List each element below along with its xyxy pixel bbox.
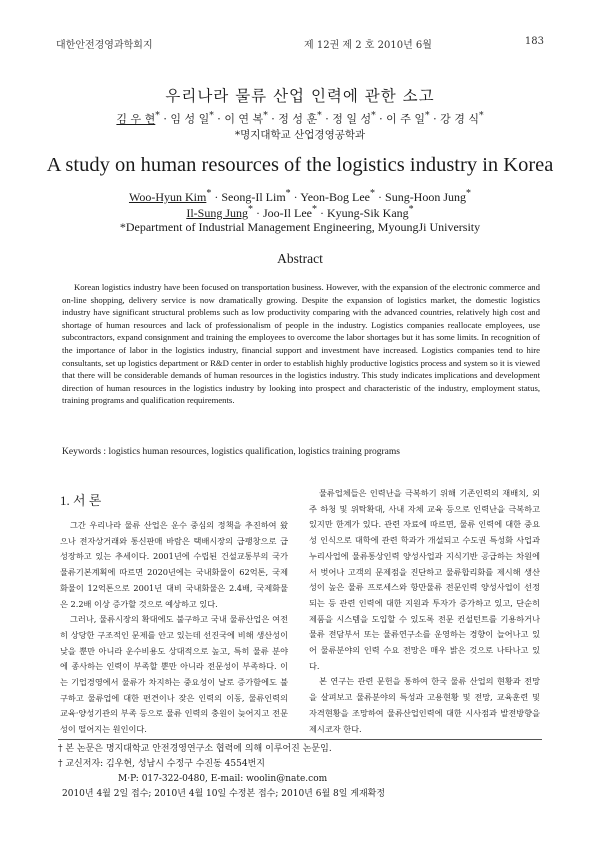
author-separator: · [253, 206, 263, 220]
body-column-right [309, 486, 540, 737]
section-heading-introduction: 1. 서 론 [60, 493, 102, 508]
author-mark: * [370, 188, 376, 199]
author-name: Sung-Hoon Jung [385, 190, 467, 204]
author-separator: · [321, 112, 333, 126]
author-separator: · [375, 112, 387, 126]
korean-affiliation: *명지대학교 산업경영공학과 [234, 129, 366, 141]
author-name: Yeon-Bog Lee [300, 190, 371, 204]
author-separator: · [267, 112, 279, 126]
abstract-heading: Abstract [277, 251, 323, 266]
author-separator: · [375, 190, 386, 204]
footnote-dates: 2010년 4월 2일 접수; 2010년 4월 10일 수정본 접수; 2010년 6월 8일 게재확정 [62, 789, 386, 799]
author-name: 김 우 현 [116, 112, 156, 126]
korean-authors [40, 110, 560, 127]
author-separator: · [429, 112, 441, 126]
author-mark: * [408, 204, 414, 215]
author-name: Woo-Hyun Kim [128, 190, 207, 204]
author-mark: * [466, 188, 472, 199]
abstract-text: Korean logistics industry have been focused on transportation business. However, with the expansion of the electronic commerce and on-line shopping, delivery service is now dramatically growing. Despite the expansion of logistics market, the domestic logistics industry have significant structural problems such as low productivity comparing with the advanced countries, relatively high cost and shortage of human resources and lack of professionalism of people in the industry. Logistics companies reallocate employees, use subcontractors, expand consignment and training the employees to overcome the labor shortages but it has some limits. In recognition of the importance of labor in the logistics industry, financial support and investment have increased. Logistics companies tend to hire consultants, set up logistics department or R&D center in order to establish highly productive logistics process and system so it is viewed that there will be considerable demands of human resources in the logistics industry. This study indicates implications and development direction of human resources in the logistics industry by looking into prospect and characteristic of the industry, employment status, training programs and qualification requirements. [62, 282, 540, 406]
author-separator: · [290, 190, 301, 204]
page-number: 183 [524, 36, 544, 47]
author-name: Il-Sung Jung [186, 206, 248, 220]
paragraph: 그간 우리나라 물류 산업은 운수 중심의 정책을 추진하여 왔으나 전자상거래와 통신판매 바람은 택배시장의 급팽창으로 급성장하고 있는 추세이다. 2001년에 수립된 건설교통부의 국가물류기본계획에 따르면 2020년에는 국내화물이 62억톤, 국제화물이 12억톤으로 2001년 대비 국내화물은 2.4배, 국제화물은 2.2배 이상 증가할 것으로 예상하고 있다. [60, 520, 288, 609]
author-name: Joo-Il Lee [263, 206, 312, 220]
author-name: 강 경 식 [440, 112, 479, 126]
author-name: Kyung-Sik Kang [326, 206, 409, 220]
running-header [56, 36, 544, 50]
paragraph: 본 연구는 관련 문헌을 통하여 한국 물류 산업의 현황과 전망을 살펴보고 물류분야의 특성과 고용현황 및 전망, 교육훈련 및 자격현황을 조망하여 물류산업인력에 대한 시사점과 발전방향을 제시코자 한다. [309, 676, 540, 734]
english-title: A study on human resources of the logistics industry in Korea [46, 154, 554, 176]
author-name: 이 주 일 [386, 112, 426, 126]
paragraph: 그러나, 물류시장의 확대에도 불구하고 국내 물류산업은 여전히 상당한 구조적인 문제를 안고 있는데 선진국에 비해 생산성이 낮을 뿐만 아니라 운수비용도 상대적으로 높고, 특히 물류 분야에 종사하는 인력이 부족할 뿐만 아니라 전문성이 부족하다. 이는 기업경영에서 물류가 차지하는 중요성이 날로 증가함에도 불구하고 물류업에 대한 편견이나 잦은 인력의 이동, 물류인력의 교육·양성기관의 부족 등으로 물류 인력의 충원이 늦어지고 전문성이 떨어지는 원인이다. [60, 614, 288, 735]
author-name: 이 연 복 [224, 112, 264, 126]
footnote-corresponding-author: † 교신저자: 김우현, 성남시 수정구 수진동 4554번지 [58, 759, 265, 769]
author-separator: · [159, 112, 171, 126]
author-mark: * [206, 188, 212, 199]
author-separator: · [316, 206, 327, 220]
author-mark: * [317, 110, 322, 121]
author-mark: * [155, 110, 160, 121]
author-name: 정 성 훈 [278, 112, 318, 126]
author-mark: * [209, 110, 214, 121]
footnote-divider [58, 739, 542, 740]
author-separator: · [211, 190, 222, 204]
issue-info: 제 12권 제 2 호 2010년 6월 [304, 40, 432, 51]
keywords: Keywords : logistics human resources, logistics qualification, logistics training programs [62, 447, 400, 457]
author-mark: * [311, 204, 317, 215]
english-authors-line2 [40, 204, 560, 221]
author-name: 임 성 일 [170, 112, 210, 126]
english-affiliation: *Department of Industrial Management Engineering, MyoungJi University [119, 220, 481, 234]
korean-title: 우리나라 물류 산업 인력에 관한 소고 [165, 87, 435, 105]
author-mark: * [425, 110, 430, 121]
body-column-left [60, 518, 288, 738]
author-mark: * [285, 188, 291, 199]
author-name: Seong-Il Lim [221, 190, 286, 204]
author-mark: * [248, 204, 253, 215]
english-authors-line1 [40, 188, 560, 205]
author-mark: * [371, 110, 376, 121]
author-mark: * [263, 110, 268, 121]
footnote-contact: M·P: 017-322-0480, E-mail: woolin@nate.com [118, 774, 328, 784]
author-separator: · [213, 112, 225, 126]
author-mark: * [479, 110, 484, 121]
footnote-funding: † 본 논문은 명지대학교 안전경영연구소 협력에 의해 이루어진 논문임. [58, 744, 332, 754]
author-name: 정 일 성 [332, 112, 372, 126]
journal-name: 대한안전경영과학회지 [56, 40, 153, 51]
paragraph: 물류업체들은 인력난을 극복하기 위해 기존인력의 재배치, 외주 하청 및 위탁확대, 사내 자체 교육 등으로 인력난을 극복하고 있지만 한계가 있다. 관련 자료에 따르면, 물류 인력에 대한 중요성 인식으로 대학에 관련 학과가 개설되고 수도권 특성화 사업과 누리사업에 물류통상인력 양성사업과 지식기반 공급하는 차원에서 벗어나 고객의 문제점을 진단하고 물류합리화를 제시해 생산성이 높은 물류 프로세스와 항만물류 전문인력 양성사업이 선정되는 등 관련 인력에 대한 지원과 투자가 증가하고 있고, 단순히 제품을 시스템을 도입할 수 있도록 전문 컨설턴트를 기용하거나 물류 전담부서 또는 물류연구소를 운영하는 경향이 늘어나고 있어 물류분야의 인력 수요 전망은 매우 밝은 것으로 나타나고 있다. [309, 488, 540, 671]
